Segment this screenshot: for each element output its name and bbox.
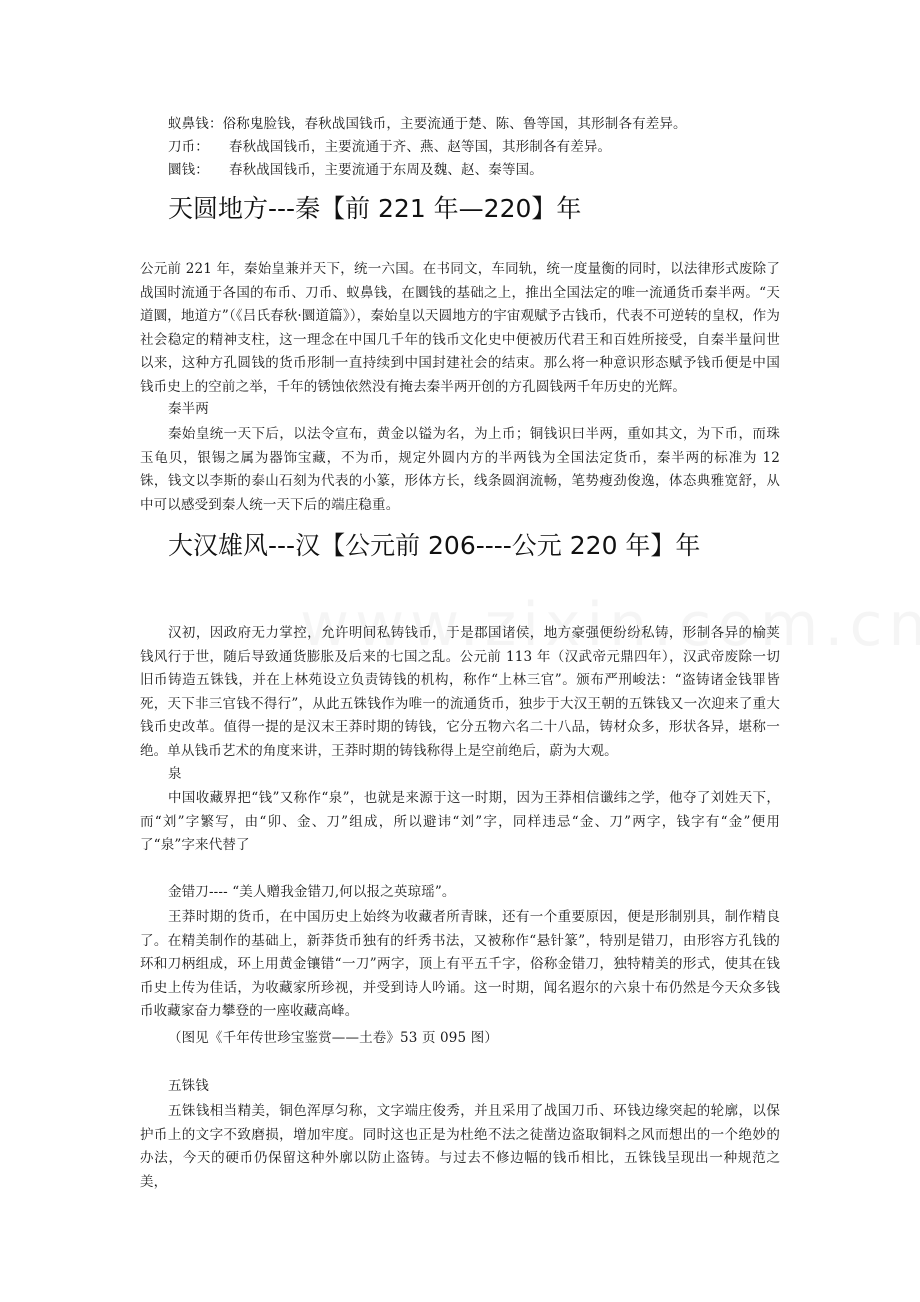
term-text: 春秋战国钱币，主要流通于东周及魏、赵、秦等国。 — [228, 162, 543, 178]
qin-banliang-title: 秦半两 — [168, 401, 209, 417]
term-label: 刀币： — [168, 139, 209, 155]
jincuo-paragraph: 王莽时期的货币，在中国历史上始终为收藏者所青睐，还有一个重要原因，便是形制别具，制作精良了。在精美制作的基础上，新莽货币独有的纤秀书法，又被称作“悬针篆”，特别是错刀，由形容方孔钱的环和刀柄组成，环上用黄金镶错“一刀”两字，顶上有平五千字，俗称金错刀，独特精美的形式，使其在钱币史上传为佳话，为收藏家所珍视，并受到诗人吟诵。这一时期，闻名遐尔的六泉十布仍然是今天众多钱币收藏家奋力攀登的一座收藏高峰。 — [140, 909, 780, 1019]
intro-daobi-line — [168, 136, 808, 160]
quan-title: 泉 — [168, 766, 182, 782]
jincuo-quote: “美人赠我金错刀,何以报之英琼瑶”。 — [232, 884, 456, 900]
term-label: 蚁鼻钱： — [168, 116, 223, 132]
intro-huanqian-line — [168, 159, 808, 183]
term-text: 春秋战国钱币，主要流通于齐、燕、赵等国，其形制各有差异。 — [228, 139, 612, 155]
qin-banliang-paragraph: 秦始皇统一天下后，以法令宣布，黄金以镒为名，为上币；铜钱识曰半两，重如其文，为下币，而珠玉龟贝，银锡之属为器饰宝藏，不为币，规定外圆内方的半两钱为全国法定货币，秦半两的标准为 12 铢，钱文以李斯的泰山石刻为代表的小篆，形体方长，线条圆润流畅，笔势瘦劲俊逸，体态典雅宽舒，从中可以感受到秦人统一天下后的端庄稳重。 — [140, 426, 780, 513]
qin-heading: 天圆地方---秦【前 221 年—220】年 — [168, 194, 582, 223]
han-heading: 大汉雄风---汉【公元前 206----公元 220 年】年 — [168, 531, 701, 560]
term-text: 俗称鬼脸钱，春秋战国钱币，主要流通于楚、陈、鲁等国，其形制各有差异。 — [222, 116, 687, 132]
han-paragraph: 汉初，因政府无力掌控，允许明间私铸钱币，于是郡国诸侯，地方豪强便纷纷私铸，形制各异的榆荚钱风行于世，随后导致通货膨胀及后来的七国之乱。公元前 113 年（汉武帝元鼎四年），汉武帝废除一切旧币铸造五铢钱，并在上林苑设立负责铸钱的机构，称作“上林三官”。颁布严刑峻法：“盗铸诸金钱罪皆死，天下非三官钱不得行”，从此五铢钱作为唯一的流通货币，独步于大汉王朝的五铢钱又一次迎来了重大钱币史改革。值得一提的是汉末王莽时期的铸钱，它分五物六名二十八品，铸材众多，形状各异，堪称一绝。单从钱币艺术的角度来讲，王莽时期的铸钱称得上是空前绝后，蔚为大观。 — [140, 625, 780, 759]
term-label: 圜钱： — [168, 162, 209, 178]
jincuo-title: 金错刀---- — [168, 884, 228, 900]
intro-yibi-line — [168, 113, 808, 137]
quan-paragraph: 中国收藏界把“钱”又称作“泉”，也就是来源于这一时期，因为王莽相信谶纬之学，他夺了刘姓天下，而“刘”字繁写，由“卯、金、刀”组成，所以避讳“刘”字，同样违忌“金、刀”两字，钱字有“金”便用了“泉”字来代替了 — [140, 790, 780, 853]
figure-reference: （图见《千年传世珍宝鉴赏——土卷》53 页 095 图） — [168, 1030, 499, 1046]
qin-paragraph: 公元前 221 年，秦始皇兼并天下，统一六国。在书同文，车同轨，统一度量衡的同时，以法律形式废除了战国时流通于各国的布币、刀币、蚁鼻钱，在圜钱的基础之上，推出全国法定的唯一流通货币秦半两。“天道圜，地道方”（《吕氏春秋·圜道篇》），秦始皇以天圆地方的宇宙观赋予古钱币，代表不可逆转的皇权，作为社会稳定的精神支柱，这一理念在中国几千年的钱币文化史中便被历代君王和百姓所接受，自秦半量问世以来，这种方孔圆钱的货币形制一直持续到中国封建社会的结束。那么将一种意识形态赋予钱币便是中国钱币史上的空前之举，千年的锈蚀依然没有掩去秦半两开创的方孔圆钱两千年历史的光辉。 — [140, 261, 780, 395]
wuzhu-title: 五铢钱 — [168, 1078, 209, 1094]
jincuo-title-line — [140, 881, 780, 905]
wuzhu-paragraph: 五铢钱相当精美，铜色浑厚匀称，文字端庄俊秀，并且采用了战国刀币、环钱边缘突起的轮廓，以保护币上的文字不致磨损，增加牢度。同时这也正是为杜绝不法之徒凿边盗取铜料之风而想出的一个绝妙的办法，今天的硬币仍保留这种外廓以防止盗铸。与过去不修边幅的钱币相比，五铢钱呈现出一种规范之美， — [140, 1103, 780, 1190]
